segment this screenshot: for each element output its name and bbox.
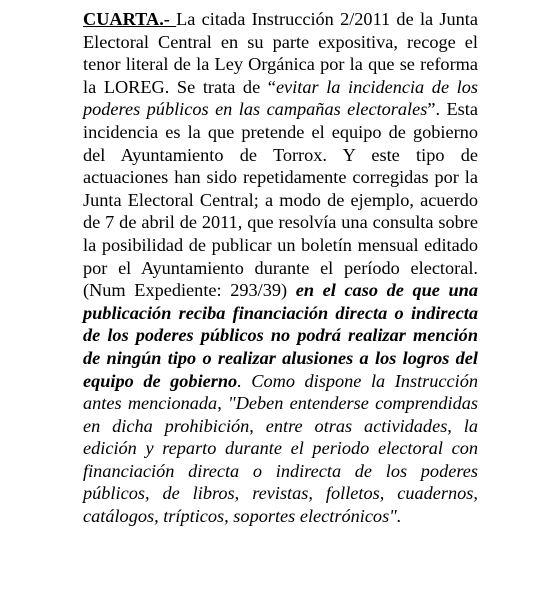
section-heading: CUARTA.- [83, 9, 177, 29]
quoted-text: evitar la incidencia de los poderes públicos en las campañas electorales [83, 76, 479, 120]
paragraph-text-body: ”. Esta incidencia es la que pretende el equipo de gobierno del Ayuntamiento de Torrox. Y este tipo de actuaciones han sido repetidamente corregidas por la Junta Electoral Central; a modo de ejemplo, acuerdo de 7 de abril de 2011, que resolvía una consulta sobre la posibilidad de publicar un boletín mensual editado por el Ayuntamiento durante el período electoral. (Num Expediente: 293/39) [83, 99, 478, 301]
paragraph-text-intro: La citada Instrucción 2/2011 de la Junta Electoral Central en su parte expositiva, recoge el tenor literal de la Ley Orgánica por la que se reforma la LOREG. Se trata de “ [83, 9, 478, 97]
document-body [83, 8, 478, 528]
emphasized-text: en el caso de que una publicación reciba financiación directa o indirecta de los poderes públicos no podrá realizar mención de ningún tipo o realizar alusiones a los logros del equipo de gobierno [83, 280, 478, 391]
italic-quote-text: . Como dispone la Instrucción antes mencionada, "Deben entenderse comprendidas en dicha prohibición, entre otras actividades, la edición y reparto durante el periodo electoral con financiación directa o indirecta de los poderes públicos, de libros, revistas, folletos, cuadernos, catálogos, trípticos, soportes electrónicos". [83, 370, 478, 527]
